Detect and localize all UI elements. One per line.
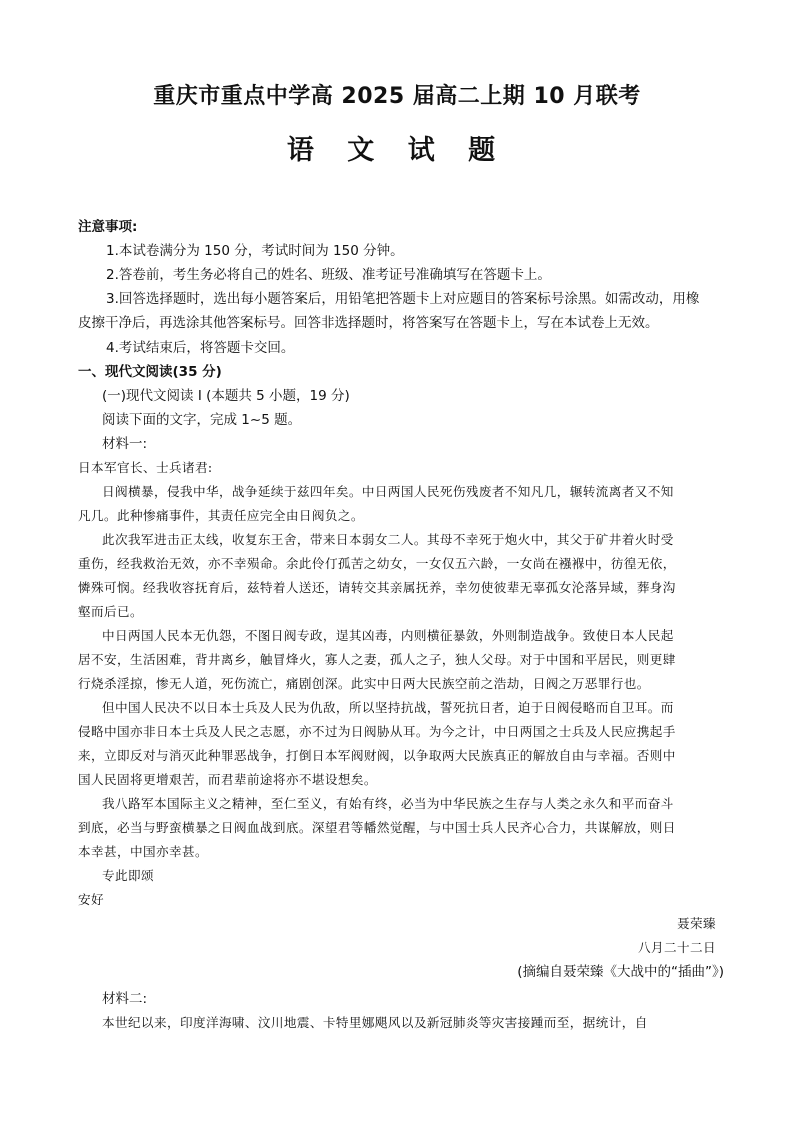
section-heading: 一、现代文阅读(35 分) xyxy=(78,364,222,380)
letter-paragraph-line: 此次我军进击正太线，收复东王舍，带来日本弱女二人。其母不幸死于炮火中，其父于矿井着火时受 xyxy=(102,532,674,547)
letter-paragraph-line: 凡几。此种惨痛事件，其责任应完全由日阀负之。 xyxy=(78,508,364,523)
material-2-paragraph-line: 本世纪以来，印度洋海啸、汶川地震、卡特里娜飓风以及新冠肺炎等灾害接踵而至，据统计，自 xyxy=(102,1015,648,1030)
letter-paragraph-line: 中日两国人民本无仇怨，不图日阀专政，逞其凶毒，内则横征暴敛，外则制造战争。致使日本人民起 xyxy=(102,628,674,643)
notice-item-3-line-2: 皮擦干净后，再选涂其他答案标号。回答非选择题时，将答案写在答题卡上，写在本试卷上无效。 xyxy=(78,315,659,331)
letter-date: 八月二十二日 xyxy=(638,940,716,955)
letter-paragraph-line: 壑而后已。 xyxy=(78,604,143,619)
letter-signature: 聂荣臻 xyxy=(677,916,716,931)
material-1-label: 材料一: xyxy=(102,436,148,452)
letter-paragraph-line: 到底，必当与野蛮横暴之日阀血战到底。深望君等幡然觉醒，与中国士兵人民齐心合力，共谋解放，则日 xyxy=(78,820,676,835)
reading-instruction: 阅读下面的文字，完成 1~5 题。 xyxy=(102,412,302,428)
notice-item-3-line-1: 3.回答选择题时，选出每小题答案后，用铅笔把答题卡上对应题目的答案标号涂黑。如需改动，用橡 xyxy=(106,291,700,307)
material-2-label: 材料二: xyxy=(102,991,148,1007)
notice-heading: 注意事项: xyxy=(78,219,138,235)
letter-salutation: 日本军官长、士兵诸君: xyxy=(78,460,213,475)
letter-paragraph-line: 日阀横暴，侵我中华，战争延续于兹四年矣。中日两国人民死伤残废者不知凡几，辗转流离者又不知 xyxy=(102,484,674,499)
exam-title: 重庆市重点中学高 2025 届高二上期 10 月联考 xyxy=(153,84,641,109)
letter-paragraph-line: 重伤，经我救治无效，亦不幸殒命。余此伶仃孤苦之幼女，一女仅五六龄，一女尚在襁褓中，彷徨无依， xyxy=(78,556,676,571)
material-source: (摘编自聂荣臻《大战中的“插曲”》) xyxy=(517,964,724,980)
notice-item-4: 4.考试结束后，将答题卡交回。 xyxy=(106,340,295,356)
sub-section-heading: (一)现代文阅读 I (本题共 5 小题，19 分) xyxy=(102,388,350,404)
letter-paragraph-line: 憐殊可悯。经我收容抚育后，兹特着人送还，请转交其亲属抚养，幸勿使彼辈无辜孤女沦落异域，葬身沟 xyxy=(78,580,676,595)
letter-paragraph-line: 居不安，生活困难，背井离乡，触冒烽火，寡人之妻，孤人之子，独人父母。对于中国和平居民，则更肆 xyxy=(78,652,676,667)
letter-paragraph-line: 侵略中国亦非日本士兵及人民之志愿，亦不过为日阀胁从耳。为今之计，中日两国之士兵及人民应携起手 xyxy=(78,724,676,739)
subject-title: 语 文 试 题 xyxy=(286,135,508,166)
letter-paragraph-line: 但中国人民决不以日本士兵及人民为仇敌，所以坚持抗战，誓死抗日者，迫于日阀侵略而自卫耳。而 xyxy=(102,700,674,715)
letter-paragraph-line: 来，立即反对与消灭此种罪恶战争，打倒日本军阀财阀，以争取两大民族真正的解放自由与幸福。否则中 xyxy=(78,748,676,763)
letter-paragraph-line: 我八路军本国际主义之精神，至仁至义，有始有终，必当为中华民族之生存与人类之永久和平而奋斗 xyxy=(102,796,674,811)
letter-paragraph-line: 国人民固将更增艰苦，而君辈前途将亦不堪设想矣。 xyxy=(78,772,377,787)
letter-paragraph-line: 行烧杀淫掠，惨无人道，死伤流亡，痛剧创深。此实中日两大民族空前之浩劫，日阀之万恶罪行也。 xyxy=(78,676,650,691)
letter-closing: 专此即颂 xyxy=(102,868,154,883)
letter-paragraph-line: 本幸甚，中国亦幸甚。 xyxy=(78,844,208,859)
letter-closing-greeting: 安好 xyxy=(78,892,104,907)
notice-item-2: 2.答卷前，考生务必将自己的姓名、班级、准考证号准确填写在答题卡上。 xyxy=(106,267,551,283)
notice-item-1: 1.本试卷满分为 150 分，考试时间为 150 分钟。 xyxy=(106,243,404,259)
